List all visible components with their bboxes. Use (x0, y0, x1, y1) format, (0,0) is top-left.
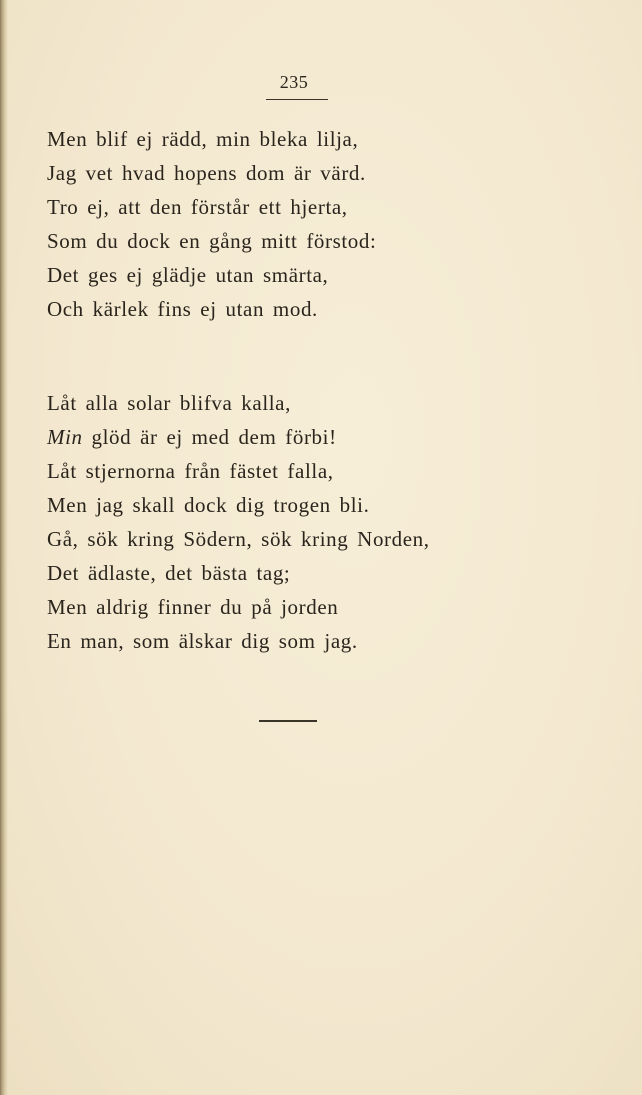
page-number-rule (266, 99, 328, 100)
verse-line: Men jag skall dock dig trogen bli. (47, 493, 370, 517)
page-number: 235 (279, 72, 309, 92)
verse-line: Det ädlaste, det bästa tag; (47, 561, 291, 585)
verse-line: Gå, sök kring Södern, sök kring Norden, (47, 527, 430, 551)
verse-line: Men aldrig finner du på jorden (47, 595, 339, 619)
verse-line-with-italic (47, 420, 430, 454)
verse-line-rest: glöd är ej med dem förbi! (91, 425, 337, 449)
verse-line: Jag vet hvad hopens dom är värd. (47, 161, 366, 185)
poem-stanza-2 (47, 386, 430, 658)
book-spine-edge (0, 0, 8, 1095)
verse-line: Och kärlek fins ej utan mod. (47, 297, 318, 321)
verse-line: Men blif ej rädd, min bleka lilja, (47, 127, 359, 151)
verse-line: Tro ej, att den förstår ett hjerta, (47, 195, 348, 219)
verse-line: En man, som älskar dig som jag. (47, 629, 358, 653)
verse-line: Det ges ej glädje utan smärta, (47, 263, 329, 287)
verse-line: Låt alla solar blifva kalla, (47, 391, 291, 415)
verse-line: Som du dock en gång mitt förstod: (47, 229, 377, 253)
poem-stanza-1 (47, 122, 376, 326)
verse-line: Låt stjernorna från fästet falla, (47, 459, 334, 483)
italic-word: Min (47, 425, 83, 449)
end-rule (259, 720, 317, 722)
